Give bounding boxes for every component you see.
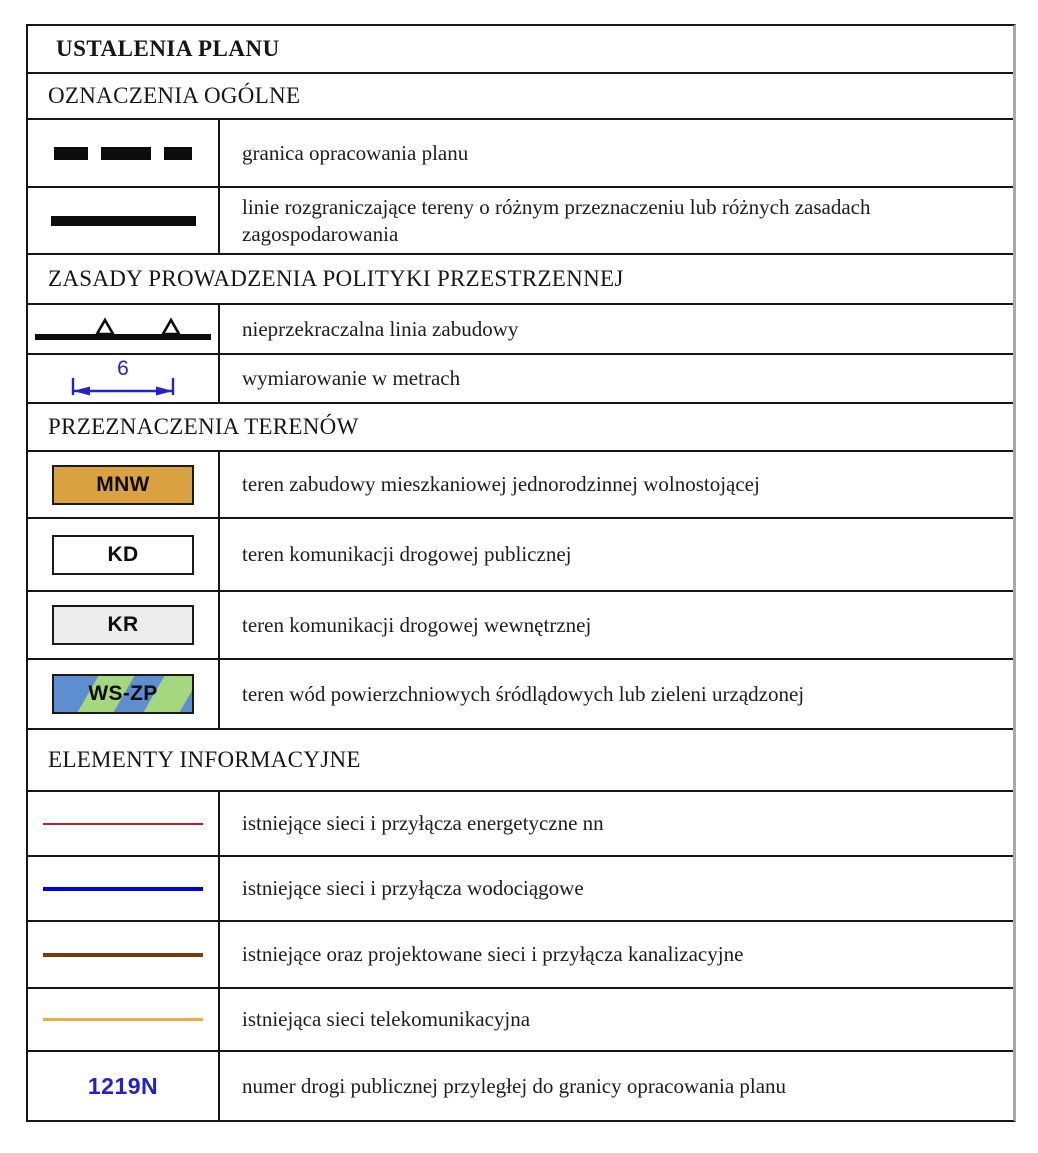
symbol-cell (28, 355, 220, 402)
description-cell (220, 922, 1013, 987)
description-cell (220, 452, 1013, 517)
legend-row-telecom-network (28, 989, 1013, 1052)
description-cell (220, 355, 1013, 402)
section-header-elementy-informacyjne (28, 730, 1013, 792)
description-cell (220, 989, 1013, 1050)
description-cell (220, 857, 1013, 920)
description-text: istniejące sieci i przyłącza energetyczne nn (242, 811, 604, 836)
symbol-cell (28, 660, 220, 728)
symbol-cell (28, 857, 220, 920)
legend-row-zone-kd (28, 519, 1013, 592)
telecom-network-line-icon (43, 1018, 203, 1021)
legend-row-building-limit-line (28, 305, 1013, 355)
separation-solid-line-icon (51, 216, 196, 226)
description-text: granica opracowania planu (242, 140, 469, 165)
zone-code: KD (107, 542, 139, 566)
legend-table (26, 24, 1016, 1122)
zone-code: MNW (96, 472, 150, 496)
section-header-zasady-polityki (28, 255, 1013, 305)
legend-row-zone-kr (28, 592, 1013, 660)
zone-swatch-kr (52, 605, 194, 645)
description-text: teren wód powierzchniowych śródlądowych lub zieleni urządzonej (242, 681, 805, 706)
description-text: teren zabudowy mieszkaniowej jednorodzinnej wolnostojącej (242, 472, 760, 497)
symbol-cell (28, 305, 220, 353)
symbol-cell (28, 519, 220, 590)
section-header-oznaczenia-ogolne (28, 74, 1013, 120)
description-cell (220, 792, 1013, 855)
dash-segment (101, 147, 151, 160)
symbol-cell (28, 592, 220, 658)
symbol-cell (28, 452, 220, 517)
section-header-text: OZNACZENIA OGÓLNE (48, 83, 301, 108)
section-header-text: PRZEZNACZENIA TERENÓW (48, 414, 359, 439)
legend-row-zone-ws-zp (28, 660, 1013, 730)
dash-segment (54, 147, 88, 160)
dimension-value: 6 (117, 356, 129, 380)
legend-row-zone-mnw (28, 452, 1013, 519)
section-header-text: ELEMENTY INFORMACYJNE (48, 747, 361, 772)
zone-code: WS-ZP (88, 682, 158, 705)
section-header-text: ZASADY PROWADZENIA POLITYKI PRZESTRZENNEJ (48, 266, 624, 291)
sewer-network-line-icon (43, 953, 203, 957)
symbol-cell (28, 1052, 220, 1120)
description-text: istniejąca sieci telekomunikacyjna (242, 1007, 531, 1032)
legend-row-dimensioning (28, 355, 1013, 404)
description-text: wymiarowanie w metrach (242, 366, 461, 391)
dash-segment (164, 147, 192, 160)
description-cell (220, 660, 1013, 728)
description-text: nieprzekraczalna linia zabudowy (242, 316, 519, 341)
description-cell (220, 120, 1013, 186)
legend-row-power-network (28, 792, 1013, 857)
description-cell (220, 592, 1013, 658)
legend-row-separation-line (28, 188, 1013, 255)
zone-swatch-mnw (52, 465, 194, 505)
description-cell (220, 519, 1013, 590)
description-text: istniejące oraz projektowane sieci i przyłącza kanalizacyjne (242, 942, 744, 967)
section-header-przeznaczenia-terenow (28, 404, 1013, 452)
symbol-cell (28, 188, 220, 253)
plan-boundary-dashed-line-icon (54, 147, 192, 160)
power-network-line-icon (43, 823, 203, 825)
description-text: linie rozgraniczające tereny o różnym przeznaczeniu lub różnych zasadach zagospodarowania (242, 195, 871, 246)
road-number-label: 1219N (87, 1072, 159, 1099)
symbol-cell (28, 120, 220, 186)
legend-row-road-number (28, 1052, 1013, 1120)
description-text: teren komunikacji drogowej wewnętrznej (242, 612, 592, 637)
description-text: numer drogi publicznej przyległej do granicy opracowania planu (242, 1073, 787, 1098)
legend-row-sewer-network (28, 922, 1013, 989)
zone-swatch-ws-zp (52, 674, 194, 714)
page-title-text: USTALENIA PLANU (56, 36, 280, 61)
description-cell (220, 188, 1013, 253)
symbol-cell (28, 922, 220, 987)
description-text: istniejące sieci i przyłącza wodociągowe (242, 876, 584, 901)
dimension-line (70, 377, 176, 397)
dimension-arrows-icon (70, 356, 176, 399)
legend-row-water-network (28, 857, 1013, 922)
zone-swatch-kd (52, 535, 194, 575)
building-limit-line-icon (35, 317, 211, 341)
symbol-cell (28, 792, 220, 855)
legend-row-plan-boundary (28, 120, 1013, 188)
page-title (28, 26, 1013, 74)
description-text: teren komunikacji drogowej publicznej (242, 542, 572, 567)
zone-code: KR (107, 613, 139, 636)
water-network-line-icon (43, 887, 203, 891)
symbol-cell (28, 989, 220, 1050)
description-cell (220, 305, 1013, 353)
description-cell (220, 1052, 1013, 1120)
